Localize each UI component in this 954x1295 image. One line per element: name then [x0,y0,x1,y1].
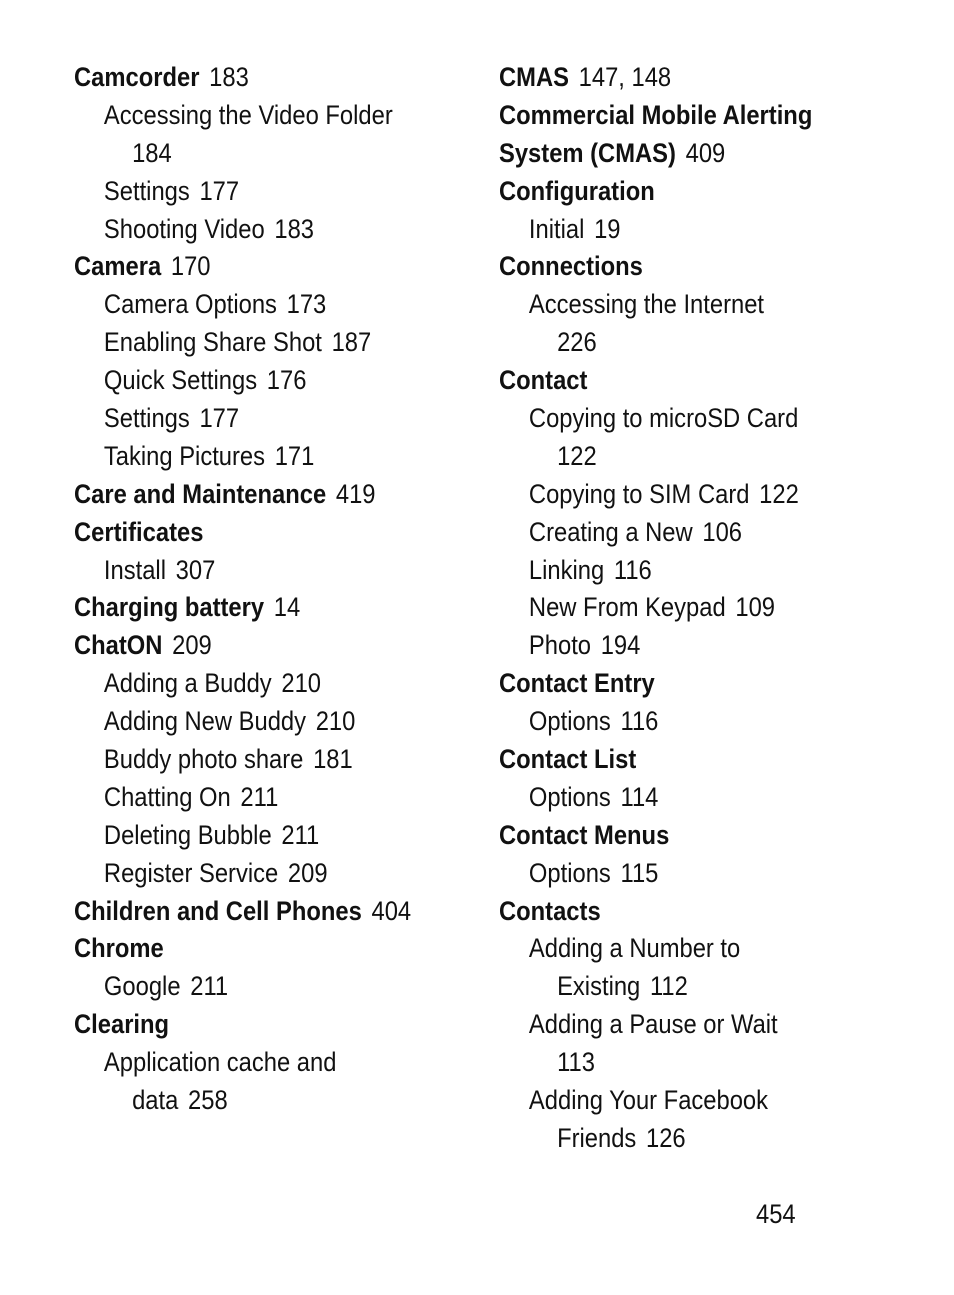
index-sub-entry [74,324,426,362]
index-main-entry [499,173,869,211]
index-term: Chrome [74,933,164,964]
index-term: CMAS [499,62,569,92]
index-sub-entry [499,286,869,324]
index-page-ref: 187 [331,327,372,358]
index-term: Adding a Number to [528,933,741,964]
index-term: Children and Cell Phones [74,895,362,926]
index-sub-entry [74,817,426,855]
index-term: Camera [74,251,162,282]
index-page-ref: 307 [175,554,216,585]
index-continuation [499,968,869,1006]
index-page-ref: 194 [600,630,641,661]
index-term: Chatting On [103,781,231,812]
index-sub-entry [74,438,426,476]
index-term: Contact Entry [499,668,655,699]
index-column-left [74,59,474,1120]
index-page-ref: 183 [209,62,249,92]
index-page-ref: 122 [557,440,597,471]
index-term: Clearing [74,1009,170,1040]
index-sub-entry [74,968,426,1006]
index-sub-entry [74,552,426,590]
index-term: Adding a Buddy [103,668,272,699]
index-page-ref: 147, 148 [578,62,672,92]
index-sub-entry [499,703,869,741]
index-main-entry [499,59,869,97]
index-main-entry [74,248,426,286]
index-term: System (CMAS) [499,137,676,168]
index-page-ref: 176 [266,365,307,396]
index-page-ref: 126 [645,1122,686,1153]
index-term: Camcorder [74,62,200,92]
index-page-ref: 404 [371,895,412,926]
index-page-ref: 211 [190,971,229,1002]
index-sub-entry [499,627,869,665]
index-term: Creating a New [528,516,693,547]
index-page-ref: 210 [281,668,322,699]
index-page-ref: 209 [287,857,328,888]
index-term: Friends [557,1122,637,1153]
index-continuation [499,324,869,362]
index-page-ref: 109 [735,592,776,623]
index-page-ref: 122 [759,478,799,509]
index-term: Accessing the Video Folder [103,99,393,130]
index-main-entry [74,589,426,627]
index-main-entry [499,665,869,703]
index-main-entry [74,930,426,968]
index-sub-entry [74,665,426,703]
index-term: Options [528,781,611,812]
index-page-ref: 210 [315,706,356,737]
index-main-entry [499,817,869,855]
index-page-ref: 14 [273,592,301,623]
index-page-ref: 226 [557,327,597,358]
index-page-ref: 113 [557,1047,595,1078]
index-page-ref: 181 [313,744,353,775]
index-term: Camera Options [103,289,277,320]
index-page-ref: 170 [170,251,211,282]
index-term: Commercial Mobile Alerting [499,99,813,130]
index-sub-entry [499,779,869,817]
index-continuation [499,438,869,476]
index-term: Shooting Video [103,213,265,244]
index-main-entry [74,514,426,552]
index-sub-entry [74,703,426,741]
index-main-entry [74,1006,426,1044]
index-sub-entry [499,1082,869,1120]
index-term: Options [528,857,611,888]
index-term: Care and Maintenance [74,478,327,509]
index-sub-entry [74,741,426,779]
index-sub-entry [499,514,869,552]
index-column-right [499,59,919,1158]
index-term: New From Keypad [528,592,726,623]
index-term: Register Service [103,857,279,888]
index-page-ref: 106 [702,516,743,547]
index-continuation [74,135,426,173]
index-term: Contacts [499,895,601,926]
index-sub-entry [74,1044,426,1082]
index-page-ref: 211 [240,781,279,812]
index-sub-entry [74,855,426,893]
index-sub-entry [499,589,869,627]
index-term: Contact List [499,744,637,775]
index-term: Application cache and [103,1047,337,1078]
index-main-entry [499,97,869,135]
index-term: Existing [557,971,641,1002]
index-sub-entry [499,476,869,514]
index-term: Adding New Buddy [103,706,307,737]
index-page-ref: 184 [132,137,172,168]
index-main-entry [499,362,869,400]
index-term: Contact [499,365,588,396]
index-term: Connections [499,251,643,282]
index-sub-entry [499,552,869,590]
index-main-entry [499,741,869,779]
index-term: Contact Menus [499,819,670,850]
index-main-entry [74,59,426,97]
index-page-ref: 173 [286,289,327,320]
index-page-ref: 409 [685,137,726,168]
index-sub-entry [499,855,869,893]
index-main-entry [499,248,869,286]
index-sub-entry [74,97,426,135]
page-number: 454 [756,1199,796,1229]
index-page-ref: 116 [613,554,652,585]
index-term: Accessing the Internet [528,289,765,320]
index-sub-entry [74,173,426,211]
index-main-entry [74,476,426,514]
index-main-entry [74,893,426,931]
index-page-ref: 112 [649,971,688,1002]
index-sub-entry [74,211,426,249]
index-page-ref: 171 [274,440,315,471]
index-term: Adding Your Facebook [528,1085,769,1116]
index-page-ref: 209 [172,630,212,661]
index-term: Quick Settings [103,365,258,396]
index-term: Settings [103,403,190,434]
index-sub-entry [499,211,869,249]
index-page-ref: 183 [274,213,315,244]
index-term: Initial [528,213,585,244]
index-page-ref: 177 [199,403,240,434]
index-main-entry [74,627,426,665]
index-page-ref: 19 [594,213,621,244]
index-term: ChatON [74,630,163,661]
index-sub-entry [74,286,426,324]
index-continuation [74,1082,426,1120]
index-page-ref: 258 [188,1085,228,1116]
index-page-ref: 116 [620,706,659,737]
index-term: data [132,1085,179,1116]
index-term: Configuration [499,175,655,206]
index-term: Certificates [74,516,204,547]
index-page-ref: 114 [620,781,659,812]
index-term: Enabling Share Shot [103,327,322,358]
index-continuation [499,1044,869,1082]
index-sub-entry [499,930,869,968]
index-term: Charging battery [74,592,265,623]
index-term: Linking [528,554,605,585]
index-sub-entry [74,400,426,438]
index-term: Buddy photo share [103,744,304,775]
index-sub-entry [74,779,426,817]
index-sub-entry [499,400,869,438]
index-term: Google [103,971,181,1002]
index-term: Copying to SIM Card [528,478,750,509]
index-page-ref: 419 [335,478,376,509]
index-sub-entry [499,1006,869,1044]
index-page-ref: 211 [281,819,320,850]
index-term: Install [103,554,167,585]
index-term: Options [528,706,611,737]
index-page-ref: 115 [620,857,659,888]
index-page-ref: 177 [199,175,240,206]
index-main-entry [499,893,869,931]
index-term: Settings [103,175,190,206]
index-term: Adding a Pause or Wait [528,1009,778,1040]
index-term: Photo [528,630,592,661]
index-sub-entry [74,362,426,400]
index-main-entry [499,135,869,173]
index-term: Taking Pictures [103,440,266,471]
index-continuation [499,1120,869,1158]
index-term: Copying to microSD Card [528,403,799,434]
index-term: Deleting Bubble [103,819,272,850]
